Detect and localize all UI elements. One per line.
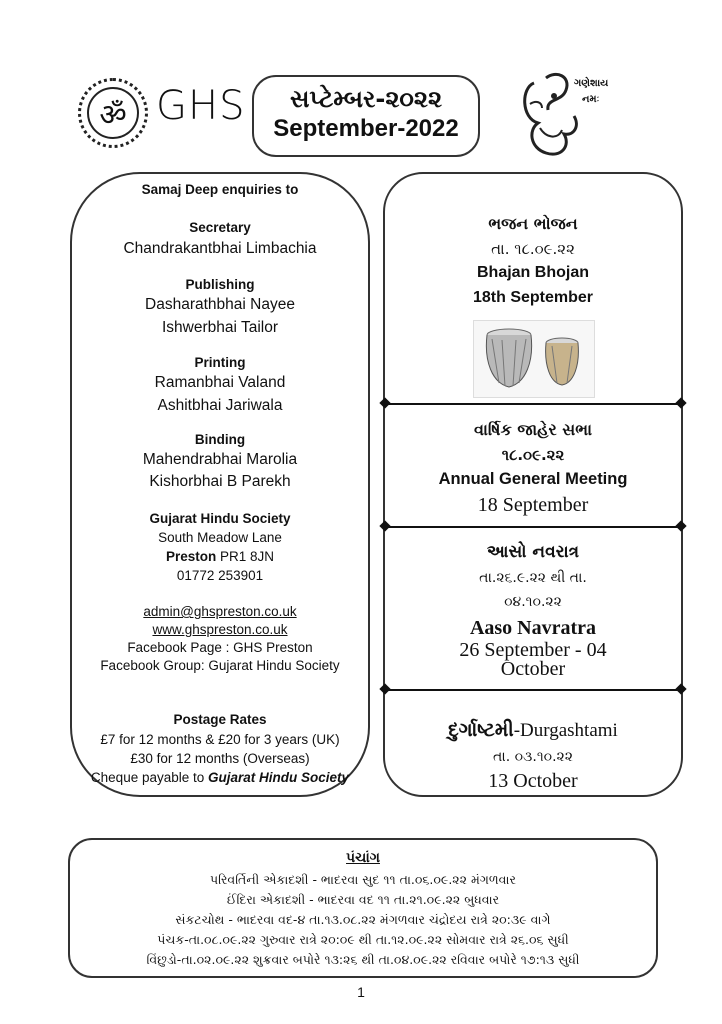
- event-divider: [385, 526, 681, 528]
- month-english: September-2022: [273, 115, 459, 142]
- event-durgashtami-title-line: [385, 719, 681, 742]
- event-durgashtami-date-guj: તા. ૦૩.૧૦.૨૨: [493, 749, 573, 765]
- ganesh-text-1: ગણેશાય: [574, 78, 609, 89]
- publishing-name: Ishwerbhai Tailor: [161, 319, 279, 336]
- cheque-payee: Gujarat Hindu Society: [208, 770, 350, 785]
- panchang-title: પંચાંગ: [346, 850, 380, 866]
- publishing-name: Dasharathbhai Nayee: [145, 296, 295, 313]
- panchang-line: સંકટચોથ - ભાદરવા વદ-૪ તા.૧૩.૦૮.૨૨ મંગળવાર ચંદ્રોદય રાત્રે ૨૦:૩૯ વાગે: [175, 912, 551, 927]
- event-agm-date-guj: ૧૮.૦૯.૨૨: [501, 446, 565, 464]
- binding-label: Binding: [194, 432, 246, 447]
- ghs-om-logo: [78, 78, 148, 148]
- website-link[interactable]: www.ghspreston.co.uk: [152, 622, 288, 637]
- event-agm-date: 18 September: [477, 494, 589, 516]
- om-icon: [87, 87, 139, 139]
- panchang-line: પંચક-તા.૦૮.૦૯.૨૨ ગુરુવાર રાત્રે ૨૦:૦૯ થી તા.૧૨.૦૯.૨૨ સોમવાર રાત્રે ૨૬.૦૬ સુધી: [157, 932, 569, 947]
- printing-name: Ashitbhai Jariwala: [157, 397, 283, 414]
- tabla-icon: [474, 321, 594, 397]
- event-bhajan-date: 18th September: [472, 289, 594, 306]
- phone-number: 01772 253901: [176, 568, 264, 583]
- postage-uk: £7 for 12 months & £20 for 3 years (UK): [100, 732, 340, 747]
- postage-title: Postage Rates: [173, 712, 267, 727]
- panchang-line: ઈંદિરા એકાદશી - ભાદરવા વદ ૧૧ તા.૨૧.૦૯.૨૨ બુધવાર: [226, 892, 500, 907]
- event-durgashtami-title-guj: દુર્ગાષ્ટમી: [448, 719, 514, 741]
- printing-label: Printing: [194, 355, 246, 370]
- secretary-label: Secretary: [189, 220, 251, 235]
- tabla-image: [473, 320, 595, 398]
- society-name: Gujarat Hindu Society: [149, 511, 291, 526]
- panchang-box: [68, 838, 658, 978]
- address-city: [72, 549, 368, 564]
- event-bhajan-date-guj: તા. ૧૮.૦૯.૨૨: [491, 240, 575, 258]
- contacts-panel: [70, 172, 370, 797]
- email-link[interactable]: admin@ghspreston.co.uk: [143, 604, 297, 619]
- org-short-name: GHS: [156, 83, 246, 129]
- event-navratra-date-2: October: [500, 658, 566, 680]
- address-city-name: Preston: [165, 549, 217, 564]
- enquiries-title: Samaj Deep enquiries to: [141, 182, 299, 197]
- month-title-box: [252, 75, 480, 157]
- event-divider: [385, 689, 681, 691]
- event-durgashtami-date: 13 October: [488, 770, 578, 792]
- event-agm-title: Annual General Meeting: [438, 470, 628, 488]
- panchang-line: પરિવર્તિની એકાદશી - ભાદરવા સુદ ૧૧ તા.૦૬.૦૯.૨૨ મંગળવાર: [210, 872, 516, 887]
- address-postcode: PR1 8JN: [220, 549, 275, 564]
- event-agm-title-guj: વાર્ષિક જાહેર સભા: [474, 420, 592, 439]
- facebook-group: Facebook Group: Gujarat Hindu Society: [100, 658, 340, 673]
- cheque-line: [72, 770, 368, 785]
- event-durgashtami-title: -Durgashtami: [513, 720, 618, 741]
- event-navratra-title: Aaso Navratra: [469, 617, 597, 639]
- postage-overseas: £30 for 12 months (Overseas): [130, 751, 310, 766]
- cheque-prefix: Cheque payable to: [90, 770, 205, 785]
- panchang-line: વિંછુડો-તા.૦૨.૦૯.૨૨ શુક્રવાર બપોરે ૧૩:૨૬ થી તા.૦૪.૦૯.૨૨ રવિવાર બપોરે ૧૭:૧૩ સુધી: [146, 952, 580, 967]
- event-navratra-title-guj: આસો નવરાત્ર: [486, 542, 580, 562]
- month-gujarati: સપ્ટેમ્બર-૨૦૨૨: [289, 85, 443, 113]
- ganesh-logo-icon: [516, 68, 614, 163]
- address-street: South Meadow Lane: [158, 530, 282, 545]
- event-navratra-date-guj-2: ૦૪.૧૦.૨૨: [504, 594, 562, 610]
- event-bhajan-title-guj: ભજન ભોજન: [488, 214, 578, 233]
- facebook-page: Facebook Page : GHS Preston: [127, 640, 313, 655]
- secretary-name: Chandrakantbhai Limbachia: [123, 240, 317, 257]
- ganesh-text-2: નમઃ: [582, 94, 600, 105]
- event-divider: [385, 403, 681, 405]
- events-panel: [383, 172, 683, 797]
- publishing-label: Publishing: [185, 277, 255, 292]
- binding-name: Kishorbhai B Parekh: [149, 473, 291, 490]
- om-glyph: ॐ: [99, 97, 127, 133]
- event-bhajan-title: Bhajan Bhojan: [476, 264, 589, 281]
- binding-name: Mahendrabhai Marolia: [142, 451, 298, 468]
- event-navratra-date-guj-1: તા.૨૬.૯.૨૨ થી તા.: [479, 570, 587, 586]
- page-number: 1: [357, 984, 365, 1000]
- event-navratra-date-1: 26 September - 04: [459, 639, 607, 661]
- printing-name: Ramanbhai Valand: [154, 374, 286, 391]
